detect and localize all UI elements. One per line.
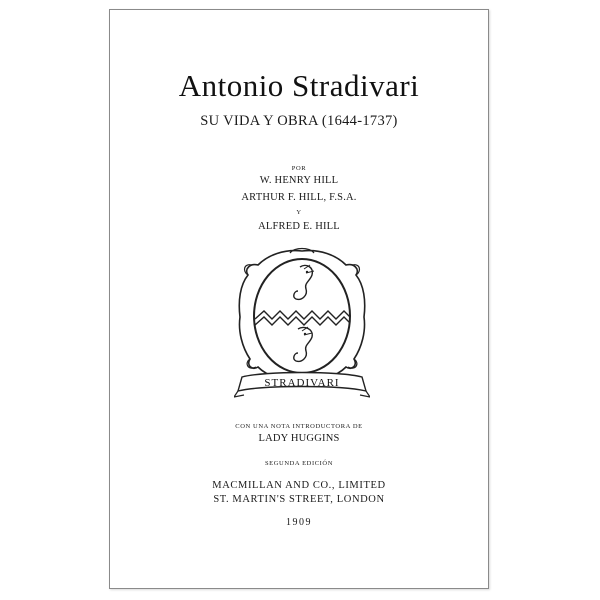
title-page bbox=[109, 9, 489, 589]
author-2: ARTHUR F. HILL, F.S.A. bbox=[241, 192, 357, 203]
publisher-name: MACMILLAN AND CO., LIMITED bbox=[212, 480, 386, 491]
emblem-ribbon-text: STRADIVARI bbox=[264, 377, 340, 389]
author-1: W. HENRY HILL bbox=[259, 175, 339, 186]
by-label: POR bbox=[291, 165, 307, 172]
edition-label: SEGUNDA EDICIÓN bbox=[264, 460, 334, 467]
and-label: Y bbox=[296, 209, 302, 216]
book-title: Antonio Stradivari bbox=[178, 68, 420, 103]
publisher-address: ST. MARTIN'S STREET, LONDON bbox=[213, 494, 385, 505]
intro-author: LADY HUGGINS bbox=[258, 433, 340, 444]
book-subtitle: SU VIDA Y OBRA (1644-1737) bbox=[200, 113, 398, 129]
author-3: ALFRED E. HILL bbox=[258, 221, 340, 232]
intro-note-label: CON UNA NOTA INTRODUCTORA DE bbox=[235, 423, 363, 430]
stradivari-crest-emblem bbox=[234, 245, 370, 405]
publication-year: 1909 bbox=[286, 517, 312, 528]
